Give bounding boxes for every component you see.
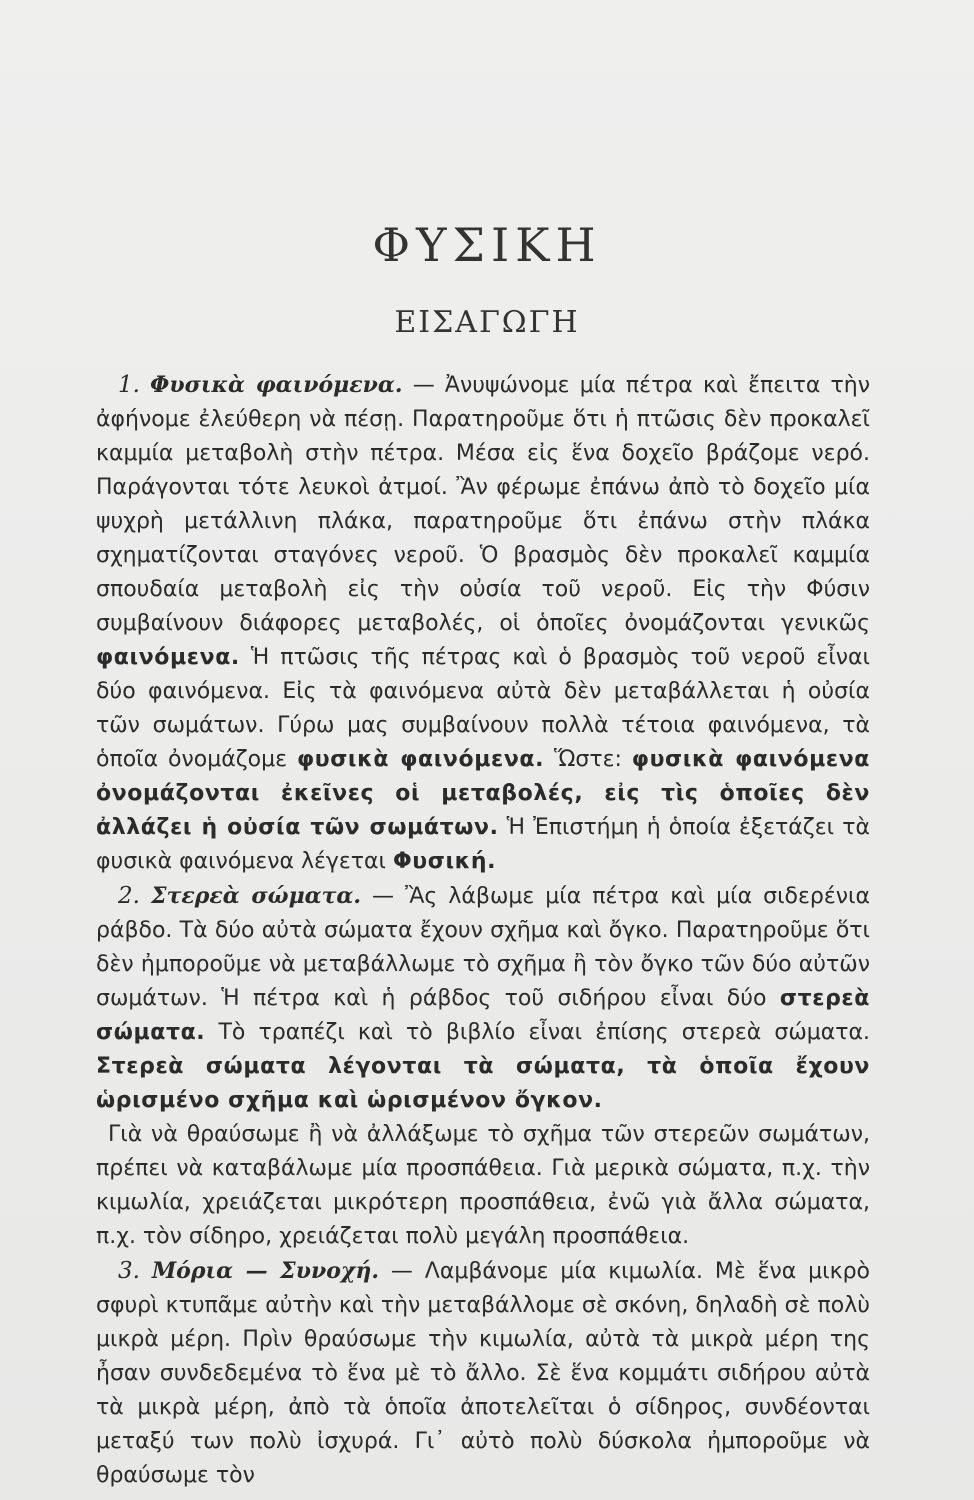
section-2-title: Στερεὰ σώματα. (151, 883, 361, 909)
section-2-paragraph (96, 879, 870, 1118)
section-3-text-1: — Λαμβάνομε μία κιμωλία. Μὲ ἕνα μικρὸ σφυρὶ κτυπᾶμε αὐτὴν καὶ τὴν μεταβάλλομε σὲ σκόνη, δηλαδὴ σὲ πολὺ μικρὰ μέρη. Πρὶν θραύσωμε τὴν κιμωλία, αὐτὰ τὰ μικρὰ μέρη της ἦσαν συνδεδεμένα τὸ ἕνα μὲ τὸ ἄλλο. Σὲ ἕνα κομμάτι σιδήρου αὐτὰ τὰ μικρὰ μέρη, ἀπὸ τὰ ὁποῖα ἀποτελεῖται ὁ σίδηρος, συνδέονται μεταξύ των πολὺ ἰσχυρά. Γι᾿ αὐτὸ πολὺ δύσκολα ἠμποροῦμε νὰ θραύσωμε τὸν (96, 1259, 870, 1488)
section-1-bold-4: Φυσική. (392, 849, 497, 874)
section-3-title: Μόρια — Συνοχή. (151, 1258, 380, 1284)
section-1-definition: φυσικὰ φαινόμενα ὀνομάζονται ἐκεῖνες οἱ μεταβολές, εἰς τὶς ὁποῖες δὲν ἀλλάζει ἡ οὐσία τῶν σωμάτων. (96, 747, 871, 840)
chapter-subtitle: ΕΙΣΑΓΩΓΗ (394, 305, 580, 340)
section-2-bold-1: στερεὰ σώματα. (96, 986, 870, 1045)
section-1-text-2: Ἡ πτῶσις τῆς πέτρας καὶ ὁ βρασμὸς τοῦ νεροῦ εἶναι δύο φαινόμενα. Εἰς τὰ φαινόμενα αὐτὰ δὲν μεταβάλλεται ἡ οὐσία τῶν σωμάτων. Γύρω μας συμβαίνουν πολλὰ τέτοια φαινόμενα, τὰ ὁποῖα ὀνομάζομε (96, 645, 870, 772)
section-2-paragraph-2: Γιὰ νὰ θραύσωμε ἢ νὰ ἀλλάξωμε τὸ σχῆμα τῶν στερεῶν σωμάτων, πρέπει νὰ καταβάλωμε μία προσπάθεια. Γιὰ μερικὰ σώματα, π.χ. τὴν κιμωλία, χρειάζεται μικρότερη προσπάθεια, ἐνῶ γιὰ ἄλλα σώματα, π.χ. τὸν σίδηρο, χρειάζεται πολὺ μεγάλη προσπάθεια. (96, 1122, 870, 1249)
section-1-bold-2: φυσικὰ φαινόμενα. (296, 747, 545, 772)
section-1-text-1: — Ἀνυψώνομε μία πέτρα καὶ ἔπειτα τὴν ἀφήνομε ἐλεύθερη νὰ πέσῃ. Παρατηροῦμε ὅτι ἡ πτῶσις δὲν προκαλεῖ καμμία μεταβολὴ στὴν πέτρα. Μέσα εἰς ἕνα δοχεῖο βράζομε νερό. Παράγονται τότε λευκοὶ ἀτμοί. Ἂν φέρωμε ἐπάνω ἀπὸ τὸ δοχεῖο μία ψυχρὴ μετάλλινη πλάκα, παρατηροῦμε ὅτι ἐπάνω στὴν πλάκα σχηματίζονται σταγόνες νεροῦ. Ὁ βρασμὸς δὲν προκαλεῖ καμμία σπουδαία μεταβολὴ εἰς τὴν οὐσία τοῦ νεροῦ. Εἰς τὴν Φύσιν συμβαίνουν διάφορες μεταβολές, οἱ ὁποῖες ὀνομάζονται γενικῶς (96, 373, 871, 636)
section-2-definition: Στερεὰ σώματα λέγονται τὰ σώματα, τὰ ὁποῖα ἔχουν ὡρισμένο σχῆμα καὶ ὡρισμένον ὄγκον. (96, 1054, 870, 1113)
section-1-bold-1: φαινόμενα. (96, 645, 240, 670)
section-1-text-4: Ἡ Ἐπιστήμη ἡ ὁποία ἐξετάζει τὰ φυσικὰ φαινόμενα λέγεται (96, 815, 870, 874)
section-2-text-2: Τὸ τραπέζι καὶ τὸ βιβλίο εἶναι ἐπίσης στερεὰ σώματα. (205, 1020, 870, 1045)
section-1-title: Φυσικὰ φαινόμενα. (150, 372, 403, 398)
section-2-text-1: — Ἂς λάβωμε μία πέτρα καὶ μία σιδερένια ράβδο. Τὰ δύο αὐτὰ σώματα ἔχουν σχῆμα καὶ ὄγκο. Παρατηροῦμε ὅτι δὲν ἠμποροῦμε νὰ μεταβάλλωμε τὸ σχῆμα ἢ τὸν ὄγκο τῶν δύο αὐτῶν σωμάτων. Ἡ πέτρα καὶ ἡ ράβδος τοῦ σιδήρου εἶναι δύο (96, 884, 871, 1011)
section-1-text-3: Ὥστε: (544, 747, 632, 772)
section-3-paragraph (96, 1254, 870, 1493)
section-2-number: 2. (118, 883, 140, 909)
page-title: ΦΥΣΙΚΗ (372, 218, 602, 272)
section-1-number: 1. (118, 372, 140, 398)
section-3-number: 3. (118, 1258, 140, 1284)
section-1-paragraph (96, 368, 870, 879)
body-text (96, 368, 870, 1493)
